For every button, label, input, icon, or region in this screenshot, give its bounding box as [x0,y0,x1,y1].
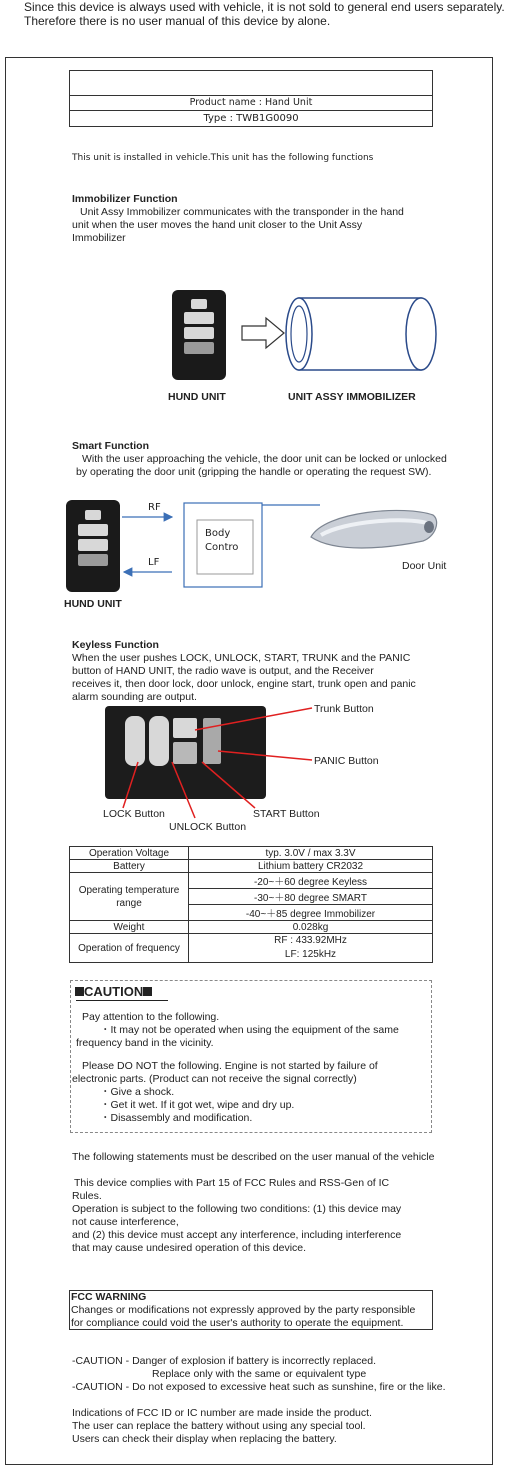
spec-value: -40~＋85 degree Immobilizer [189,905,433,921]
panic-button-label: PANIC Button [314,755,379,767]
caution-underline [76,1000,168,1001]
keyless-body-3: receives it, then door lock, door unlock, engine start, trunk open and panic [72,678,416,690]
body-control-label [205,527,238,555]
start-button-label: START Button [253,808,320,820]
statements-body [72,1177,452,1255]
square-icon [75,987,84,996]
fob-button [78,524,108,536]
fob-button [184,342,214,354]
statement-line: Operation is subject to the following two conditions: (1) this device may [72,1203,402,1215]
immobilizer-body-3: Immobilizer [72,232,126,244]
immobilizer-hand-label: HUND UNIT [168,391,226,403]
spec-label [70,873,189,921]
spec-row-temperature [70,873,433,889]
temp-label-line-2: range [116,897,142,909]
footer-line: The user can replace the battery without using any special tool. [72,1420,366,1432]
caution-title-text: CAUTION [84,984,144,999]
keyless-section [72,639,452,704]
caution-line: electronic parts. (Product can not receive the signal correctly) [72,1073,357,1085]
statements-heading: The following statements must be described on the user manual of the vehicle [72,1151,435,1163]
unlock-button-label: UNLOCK Button [169,821,247,833]
smart-hand-unit-label: HUND UNIT [64,598,122,610]
smart-hand-unit-image [66,500,120,592]
fob-button [78,554,108,566]
square-icon [143,987,152,996]
smart-title: Smart Function [72,440,150,452]
statement-line: not cause interference, [72,1216,179,1228]
statement-line: and (2) this device must accept any interference, including interference [72,1229,402,1241]
rf-label: RF [148,502,161,513]
keyless-body-4: alarm sounding are output. [72,691,197,703]
spec-label: Operation Voltage [70,847,189,860]
statement-line: This device complies with Part 15 of FCC Rules and RSS-Gen of IC [74,1177,390,1189]
header-line-2: Therefore there is no user manual of this device by alone. [24,14,331,28]
statement-line: Rules. [72,1190,102,1202]
spec-value: Lithium battery CR2032 [189,860,433,873]
caution-line [72,1037,430,1050]
spec-row-battery [70,860,433,873]
hand-unit-image [172,290,226,380]
caution-body [72,1011,430,1125]
immobilizer-body-2: unit when the user moves the hand unit closer to the Unit Assy [72,219,363,231]
intro-text: This unit is installed in vehicle.This unit has the following functions [72,153,374,163]
caution-line: ・It may not be operated when using the equipment of the same [100,1024,399,1036]
spec-row-frequency [70,934,433,963]
caution-line: ・Get it wet. If it got wet, wipe and dry up. [100,1099,295,1111]
footer-line: Indications of FCC ID or IC number are made inside the product. [72,1407,372,1419]
spec-value: typ. 3.0V / max 3.3V [189,847,433,860]
fob-button [191,299,207,309]
footer-line: -CAUTION - Danger of explosion if battery is incorrectly replaced. [72,1355,377,1367]
fob-button [85,510,101,520]
product-table-blank-row [70,71,432,96]
spec-value [189,934,433,963]
spec-label: Battery [70,860,189,873]
spec-label: Operation of frequency [70,934,189,963]
fob-button [184,327,214,339]
fcc-warning-line: for compliance could void the user's authority to operate the equipment. [71,1317,404,1329]
spec-label: Weight [70,921,189,934]
keyless-pointer-lines [120,700,320,820]
spec-value: 0.028kg [189,921,433,934]
trunk-button-label: Trunk Button [314,703,374,715]
fcc-warning-line: Changes or modifications not expressly approved by the party responsible [71,1304,416,1316]
spec-value: -20~＋60 degree Keyless [189,873,433,889]
body-control-line-2: Contro [205,542,239,553]
immobilizer-body-1: Unit Assy Immobilizer communicates with the transponder in the hand [80,206,404,218]
caution-line: ・Disassembly and modification. [100,1112,253,1124]
immobilizer-section [72,193,432,245]
fcc-warning-box [69,1290,433,1330]
spec-value: -30~＋80 degree SMART [189,889,433,905]
spec-row-voltage [70,847,433,860]
door-handle-image [305,503,441,555]
door-unit-label: Door Unit [402,560,447,572]
lock-button-label: LOCK Button [103,808,165,820]
body-control-line-1: Body [205,528,231,539]
keyless-body-1: When the user pushes LOCK, UNLOCK, START, TRUNK and the PANIC [72,652,411,664]
immobilizer-unit-label: UNIT ASSY IMMOBILIZER [288,391,416,403]
caution-line-text: frequency band in the vicinity. [76,1037,214,1049]
temp-label-line-1: Operating temperature [78,884,180,896]
unit-assy-cylinder-image [284,296,440,374]
footer-line: Users can check their display when replacing the battery. [72,1433,337,1445]
smart-section [72,440,472,479]
keyless-body-2: button of HAND UNIT, the radio wave is output, and the Receiver [72,665,374,677]
smart-body-1: With the user approaching the vehicle, the door unit can be locked or unlocked [82,453,447,465]
spec-row-weight [70,921,433,934]
arrow-right-icon [240,316,286,350]
caution-line: ・Give a shock. [100,1086,175,1098]
spec-table [69,846,433,963]
fob-button [78,539,108,551]
fcc-warning-title: FCC WARNING [71,1291,147,1303]
lf-label: LF [148,557,160,568]
product-name: Product name : Hand Unit [70,96,432,111]
smart-body-2: by operating the door unit (gripping the handle or operating the request SW). [76,466,432,478]
footer-spacer [72,1394,492,1407]
product-table [69,70,433,127]
statement-line: that may cause undesired operation of this device. [72,1242,307,1254]
caution-line: Please DO NOT the following. Engine is not started by failure of [82,1060,378,1072]
footer-notes [72,1355,492,1446]
freq-lf: LF: 125kHz [284,949,337,960]
immobilizer-title: Immobilizer Function [72,193,178,205]
caution-line: Pay attention to the following. [82,1011,220,1023]
product-type: Type : TWB1G0090 [203,113,299,124]
footer-line: -CAUTION - Do not exposed to excessive heat such as sunshine, fire or the like. [72,1381,446,1393]
caution-title [75,984,152,999]
caution-spacer [72,1050,430,1060]
freq-rf: RF : 433.92MHz [274,935,347,946]
header-text [24,0,505,28]
header-line-1: Since this device is always used with vehicle, it is not sold to general end users separately. [24,0,505,14]
fob-button [184,312,214,324]
keyless-title: Keyless Function [72,639,159,651]
footer-line: Replace only with the same or equivalent type [152,1368,367,1380]
